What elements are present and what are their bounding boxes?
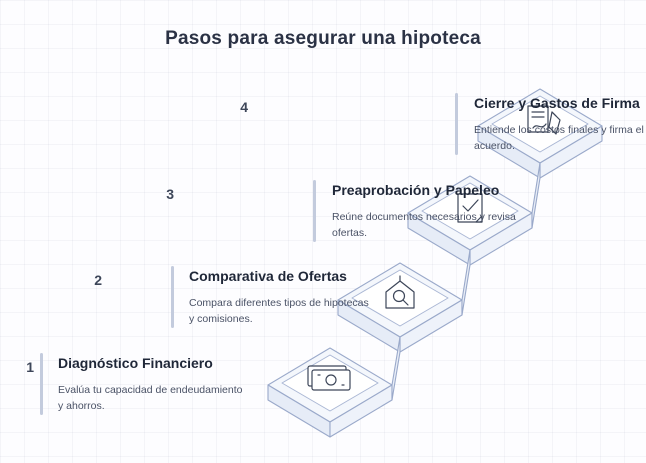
page-title: Pasos para asegurar una hipoteca (165, 28, 481, 49)
step-number: 4 (240, 99, 248, 115)
step-accent-bar (171, 266, 174, 328)
step-number: 3 (166, 186, 174, 202)
step-accent-bar (313, 180, 316, 242)
step-heading: Cierre y Gastos de Firma (474, 95, 640, 111)
stair-block-1 (268, 348, 392, 437)
step-number: 2 (94, 272, 102, 288)
step-number: 1 (26, 359, 34, 375)
step-accent-bar (455, 93, 458, 155)
step-accent-bar (40, 353, 43, 415)
step-description: Compara diferentes tipos de hipotecas y comisiones. (189, 297, 369, 326)
step-heading: Preaprobación y Papeleo (332, 182, 500, 198)
step-description: Evalúa tu capacidad de endeudamiento y ahorros. (58, 384, 243, 413)
banknotes-icon (308, 366, 350, 390)
step-heading: Diagnóstico Financiero (58, 355, 213, 371)
step-description: Reúne documentos necesarios y revisa ofertas. (332, 211, 516, 240)
step-heading: Comparativa de Ofertas (189, 268, 347, 284)
step-description: Entiende los costos finales y firma el acuerdo. (474, 124, 644, 153)
